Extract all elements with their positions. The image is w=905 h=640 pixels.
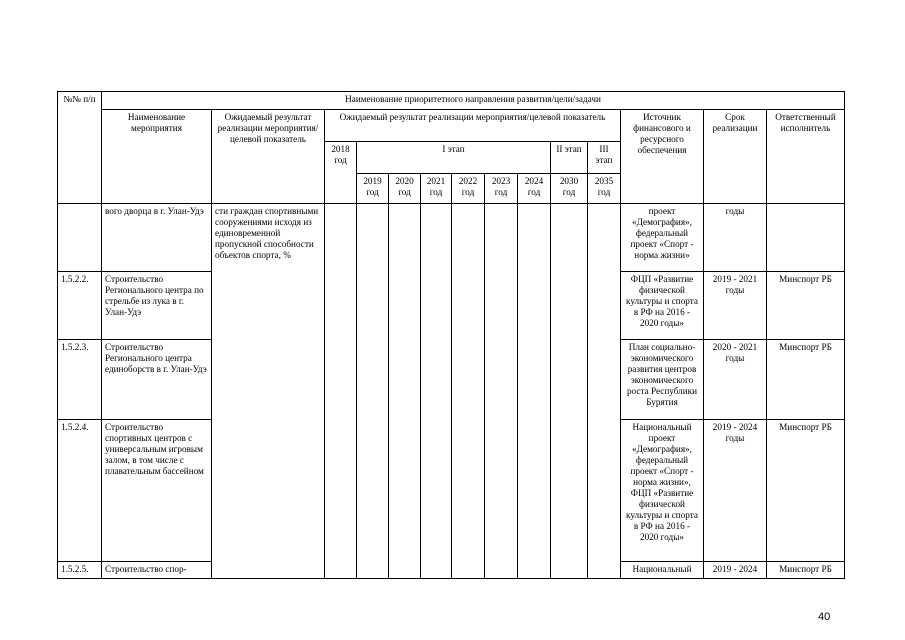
row-term: 2019 - 2021 годы	[704, 272, 767, 340]
year-2024: 2024 год	[518, 174, 551, 204]
row-name: Строительство Регионального центра единоборств в г. Улан-Удэ	[102, 340, 212, 420]
row-name: Строительство спортивных центров с универсальным игровым залом, в том числе с плавательным бассейном	[102, 420, 212, 562]
cell-2021	[421, 204, 452, 579]
row-source: проект «Демография», федеральный проект «Спорт - норма жизни»	[621, 204, 704, 272]
row-num: 1.5.2.3.	[58, 340, 102, 420]
page-number: 40	[818, 611, 831, 623]
cell-2030	[551, 204, 588, 579]
header-num: №№ п/п	[58, 92, 102, 204]
row-num	[58, 204, 102, 272]
header-expected-result: Ожидаемый результат реализации мероприятия/целевой показатель	[212, 110, 325, 204]
cell-2024	[518, 204, 551, 579]
header-direction: Наименование приоритетного направления развития/цели/задачи	[102, 92, 845, 110]
row-source: План социально-экономического развития центров экономического роста Республики Бурятия	[621, 340, 704, 420]
row-num: 1.5.2.2.	[58, 272, 102, 340]
header-stage-2: II этап	[551, 142, 588, 174]
row-num: 1.5.2.5.	[58, 562, 102, 579]
header-2018: 2018 год	[325, 142, 357, 204]
row-name: Строительство спор-	[102, 562, 212, 579]
row-responsible	[767, 204, 845, 272]
row-term: годы	[704, 204, 767, 272]
header-stage-1: I этап	[357, 142, 551, 174]
cell-2035	[588, 204, 621, 579]
row-term: 2019 - 2024 годы	[704, 420, 767, 562]
row-name: вого дворца в г. Улан-Удэ	[102, 204, 212, 272]
year-2019: 2019 год	[357, 174, 389, 204]
row-responsible: Минспорт РБ	[767, 272, 845, 340]
year-2022: 2022 год	[452, 174, 485, 204]
header-event-name: Наименование мероприятия	[102, 110, 212, 204]
cell-2022	[452, 204, 485, 579]
row-source: ФЦП «Развитие физической культуры и спорта в РФ на 2016 - 2020 годы»	[621, 272, 704, 340]
row-name: Строительство Регионального центра по стрельбе из лука в г. Улан-Удэ	[102, 272, 212, 340]
cell-2023	[485, 204, 518, 579]
row-num: 1.5.2.4.	[58, 420, 102, 562]
row-term: 2020 - 2021 годы	[704, 340, 767, 420]
measures-table	[57, 91, 845, 579]
header-expected-result-years: Ожидаемый результат реализации мероприятия/целевой показатель	[325, 110, 621, 142]
cell-2020	[389, 204, 421, 579]
year-2035: 2035 год	[588, 174, 621, 204]
header-stage-3: III этап	[588, 142, 621, 174]
cell-2019	[357, 204, 389, 579]
row-responsible: Минспорт РБ	[767, 340, 845, 420]
row-responsible: Минспорт РБ	[767, 562, 845, 579]
header-term: Срок реализации	[704, 110, 767, 204]
header-responsible: Ответственный исполнитель	[767, 110, 845, 204]
row-responsible: Минспорт РБ	[767, 420, 845, 562]
year-2020: 2020 год	[389, 174, 421, 204]
row-result: сти граждан спортивными сооружениями исходя из единовременной пропускной способности объектов спорта, %	[212, 204, 325, 579]
row-source: Национальный проект «Демография», федеральный проект «Спорт - норма жизни», ФЦП «Развитие физической культуры и спорта в РФ на 2016 - 2020 годы»	[621, 420, 704, 562]
table-row	[58, 204, 845, 272]
cell-2018	[325, 204, 357, 579]
year-2030: 2030 год	[551, 174, 588, 204]
row-term: 2019 - 2024	[704, 562, 767, 579]
year-2023: 2023 год	[485, 174, 518, 204]
year-2021: 2021 год	[421, 174, 452, 204]
row-source: Национальный	[621, 562, 704, 579]
header-source: Источник финансового и ресурсного обеспечения	[621, 110, 704, 204]
